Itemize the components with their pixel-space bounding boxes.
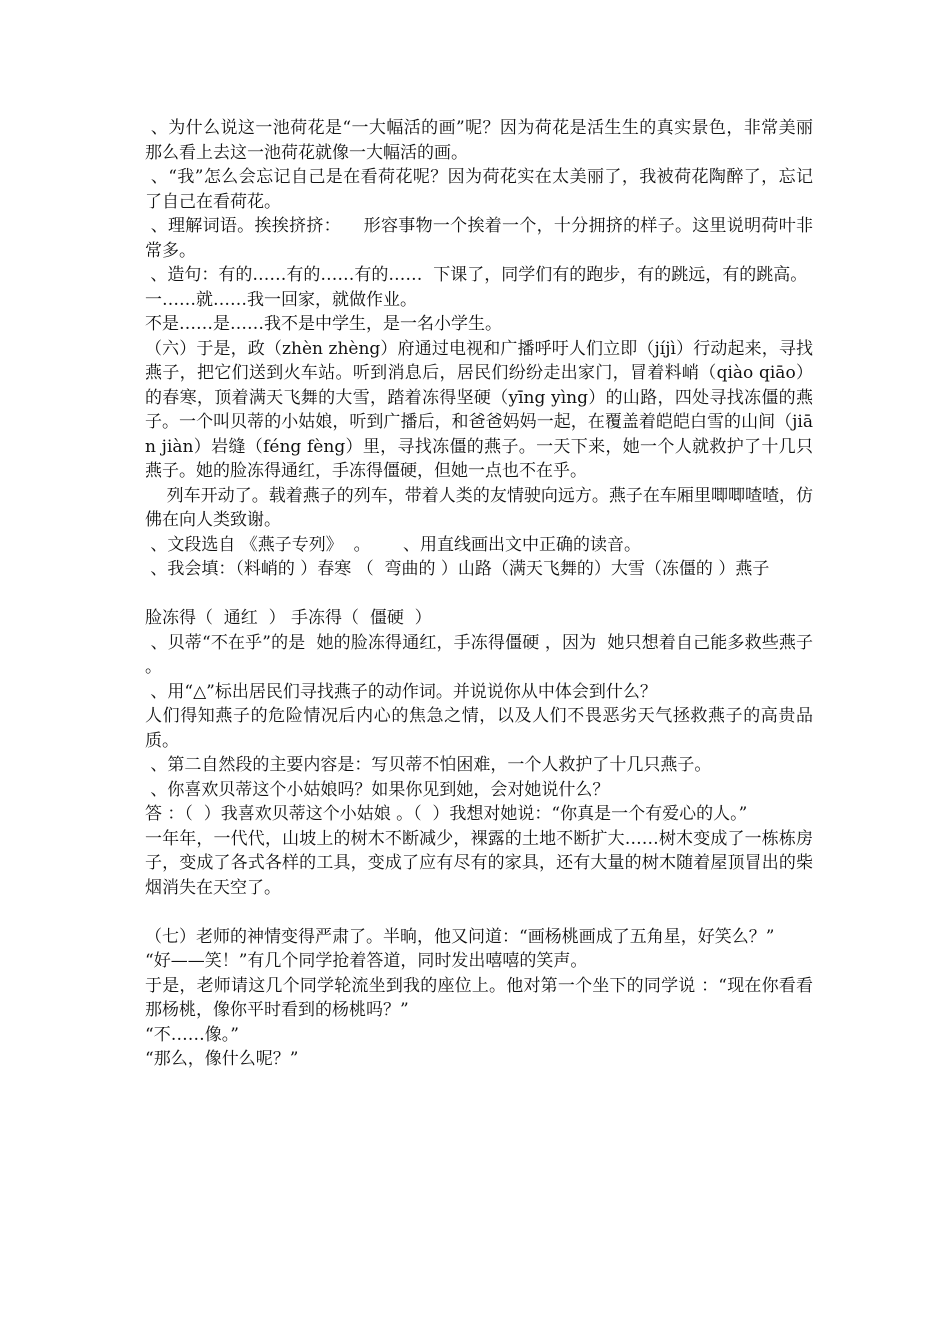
answer-line: 脸冻得（ 通红 ） 手冻得（ 僵硬 ） [145,608,432,628]
blank-line [145,900,813,925]
paragraph: 、造句：有的……有的……有的…… 下课了，同学们有的跑步，有的跳远，有的跳高。 [145,265,808,285]
paragraph: 列车开动了。载着燕子的列车，带着人类的友情驶向远方。燕子在车厢里唧唧喳喳，仿佛在向人类致谢。 [145,485,813,530]
question: 、用“△”标出居民们寻找燕子的动作词。并说说你从中体会到什么？ [145,681,657,702]
paragraph: 一年年，一代代，山坡上的树木不断减少，裸露的土地不断扩大……树木变成了一栋栋房子，变成了各式各样的工具，变成了应有尽有的家具，还有大量的树木随着屋顶冒出的柴烟消失在天空了。 [145,828,813,898]
question: 、我会填：（料峭的 ）春寒 （ 弯曲的 ）山路（满天飞舞的）大雪（冻僵的 ）燕子 [145,559,770,579]
paragraph: 、为什么说这一池荷花是“一大幅活的画”呢？因为荷花是活生生的真实景色，非常美丽 那么看上去这一池荷花就像一大幅活的画。 [145,118,824,163]
paragraph: 于是，老师请这几个同学轮流坐到我的座位上。他对第一个坐下的同学说 ：“现在你看看那杨桃，像你平时看到的杨桃吗？” [145,975,813,1020]
question: 、你喜欢贝蒂这个小姑娘吗？如果你见到她，会对她说什么？ [145,779,610,800]
section-seven-passage: （七）老师的神情变得严肃了。半晌，他又问道：“画杨桃画成了五角星，好笑么？” [145,926,775,947]
dialogue-line: “好——笑！”有几个同学抢着答道，同时发出嘻嘻的笑声。 [145,951,588,971]
paragraph: 不是……是……我不是中学生，是一名小学生。 [145,314,502,334]
answer-line: 人们得知燕子的危险情况后内心的焦急之情，以及人们不畏恶劣天气拯救燕子的高贵品质。 [145,706,813,751]
dialogue-line: “那么，像什么呢？” [145,1049,299,1069]
blank-line [145,582,813,607]
paragraph: 、理解词语。挨挨挤挤： 形容事物一个挨着一个，十分拥挤的样子。这里说明荷叶非常多。 [145,216,813,261]
answer-line: 答 ：（ ）我喜欢贝蒂这个小姑娘 。（ ）我想对她说：“你真是一个有爱心的人。” [145,804,748,824]
question: 、文段选自 《燕子专列》 。 、用直线画出文中正确的读音。 [145,534,642,555]
paragraph: 一……就……我一回家，就做作业。 [145,289,417,310]
question: 、第二自然段的主要内容是：写贝蒂不怕困难，一个人救护了十几只燕子。 [145,755,712,775]
document-body [145,116,830,1072]
section-six-passage: （六）于是，政（zhèn zhèng）府通过电视和广播呼吁人们立即（jíjì）行动起来，寻找燕子，把它们送到火车站。听到消息后，居民们纷纷走出家门，冒着料峭（qiào qiāo）的春寒，顶着满天飞舞的大雪，踏着冻得坚硬（yīng yìng）的山路，四处寻找冻僵的燕子。一个叫贝蒂的小姑娘，听到广播后，和爸爸妈妈一起，在覆盖着皑皑白雪的山间（jiān jiàn）岩缝（féng fèng）里，寻找冻僵的燕子。一天下来，她一个人就救护了十几只燕子。她的脸冻得通红，手冻得僵硬，但她一点也不在乎。 [145,338,813,481]
question: 、贝蒂“不在乎”的是 她的脸冻得通红，手冻得僵硬 ，因为 她只想着自己能多救些燕子 。 [145,632,830,677]
paragraph: 、“我”怎么会忘记自己是在看荷花呢？因为荷花实在太美丽了，我被荷花陶醉了，忘记了自己在看荷花。 [145,167,813,212]
dialogue-line: “不……像。” [145,1024,239,1045]
